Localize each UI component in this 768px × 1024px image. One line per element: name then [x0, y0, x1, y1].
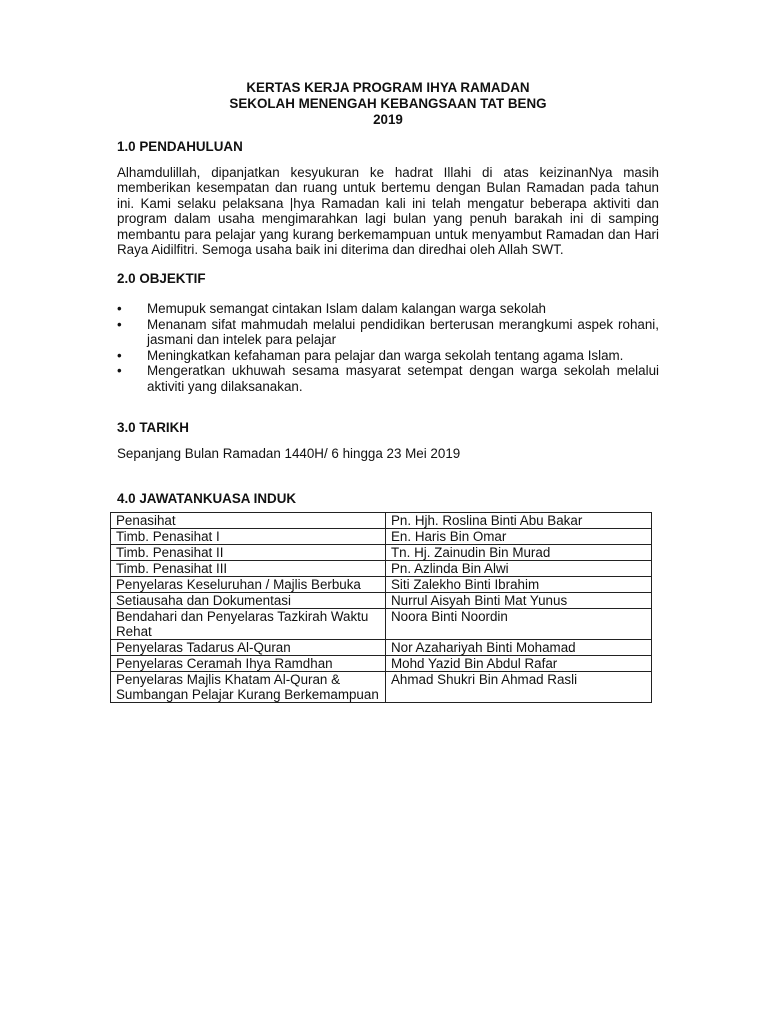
table-row	[111, 512, 652, 528]
document-title	[117, 80, 659, 128]
bullet-icon: •	[117, 347, 122, 363]
table-row	[111, 592, 652, 608]
objective-item: • Mengeratkan ukhuwah sesama masyarat setempat dengan warga sekolah melalui aktiviti yang dilaksanakan.	[117, 363, 659, 394]
role-cell: Penyelaras Tadarus Al-Quran	[111, 639, 386, 655]
name-cell: Nurrul Aisyah Binti Mat Yunus	[386, 592, 652, 608]
table-row	[111, 560, 652, 576]
table-row	[111, 576, 652, 592]
role-cell: Penyelaras Ceramah Ihya Ramdhan	[111, 655, 386, 671]
name-cell: Mohd Yazid Bin Abdul Rafar	[386, 655, 652, 671]
section-heading-intro: 1.0 PENDAHULUAN	[117, 139, 243, 154]
title-line-3: 2019	[373, 112, 403, 127]
name-cell: Tn. Hj. Zainudin Bin Murad	[386, 544, 652, 560]
objective-item: • Memupuk semangat cintakan Islam dalam kalangan warga sekolah	[117, 301, 546, 316]
role-cell: Penyelaras Keseluruhan / Majlis Berbuka	[111, 576, 386, 592]
role-cell: Timb. Penasihat I	[111, 528, 386, 544]
name-cell: Siti Zalekho Binti Ibrahim	[386, 576, 652, 592]
document-page	[117, 80, 659, 703]
table-row	[111, 671, 652, 702]
section-heading-objectives: 2.0 OBJEKTIF	[117, 270, 206, 286]
objective-item: • Meningkatkan kefahaman para pelajar dan warga sekolah tentang agama Islam.	[117, 347, 624, 363]
role-cell: Penyelaras Majlis Khatam Al-Quran & Sumbangan Pelajar Kurang Berkemampuan	[111, 671, 386, 702]
name-cell: En. Haris Bin Omar	[386, 528, 652, 544]
table-row	[111, 608, 652, 639]
table-row	[111, 655, 652, 671]
bullet-icon: •	[117, 316, 122, 332]
name-cell: Ahmad Shukri Bin Ahmad Rasli	[386, 671, 652, 702]
role-cell: Bendahari dan Penyelaras Tazkirah Waktu Rehat	[111, 608, 386, 639]
section-heading-date: 3.0 TARIKH	[117, 420, 189, 435]
date-text: Sepanjang Bulan Ramadan 1440H/ 6 hingga 23 Mei 2019	[117, 445, 461, 461]
title-line-2: SEKOLAH MENENGAH KEBANGSAAN TAT BENG	[229, 96, 547, 111]
bullet-icon: •	[117, 301, 122, 316]
intro-paragraph: Alhamdulillah, dipanjatkan kesyukuran ke hadrat Illahi di atas keizinanNya masih memberikan kesempatan dan ruang untuk bertemu dengan Bulan Ramadan pada tahun ini. Kami selaku pelaksana |hya Ramadan kali ini telah mengatur beberapa aktiviti dan program dalam usaha mengimarahkan lagi bulan yang penuh barakah ini di samping membantu para pelajar yang kurang berkemampuan untuk menyambut Ramadan dan Hari Raya Aidilfitri. Semoga usaha baik ini diterima dan diredhai oleh Allah SWT.	[117, 164, 659, 257]
name-cell: Nor Azahariyah Binti Mohamad	[386, 639, 652, 655]
table-row	[111, 639, 652, 655]
table-row	[111, 528, 652, 544]
role-cell: Setiausaha dan Dokumentasi	[111, 592, 386, 608]
name-cell: Noora Binti Noordin	[386, 608, 652, 639]
objective-item: • Menanam sifat mahmudah melalui pendidikan berterusan merangkumi aspek rohani, jasmani dan intelek para pelajar	[117, 316, 659, 347]
role-cell: Timb. Penasihat III	[111, 560, 386, 576]
objectives-list	[117, 301, 659, 394]
title-line-1: KERTAS KERJA PROGRAM IHYA RAMADAN	[246, 80, 530, 95]
committee-table	[110, 512, 652, 703]
name-cell: Pn. Hjh. Roslina Binti Abu Bakar	[386, 512, 652, 528]
role-cell: Penasihat	[111, 512, 386, 528]
section-heading-committee: 4.0 JAWATANKUASA INDUK	[117, 491, 297, 506]
name-cell: Pn. Azlinda Bin Alwi	[386, 560, 652, 576]
bullet-icon: •	[117, 363, 122, 378]
role-cell: Timb. Penasihat II	[111, 544, 386, 560]
table-row	[111, 544, 652, 560]
